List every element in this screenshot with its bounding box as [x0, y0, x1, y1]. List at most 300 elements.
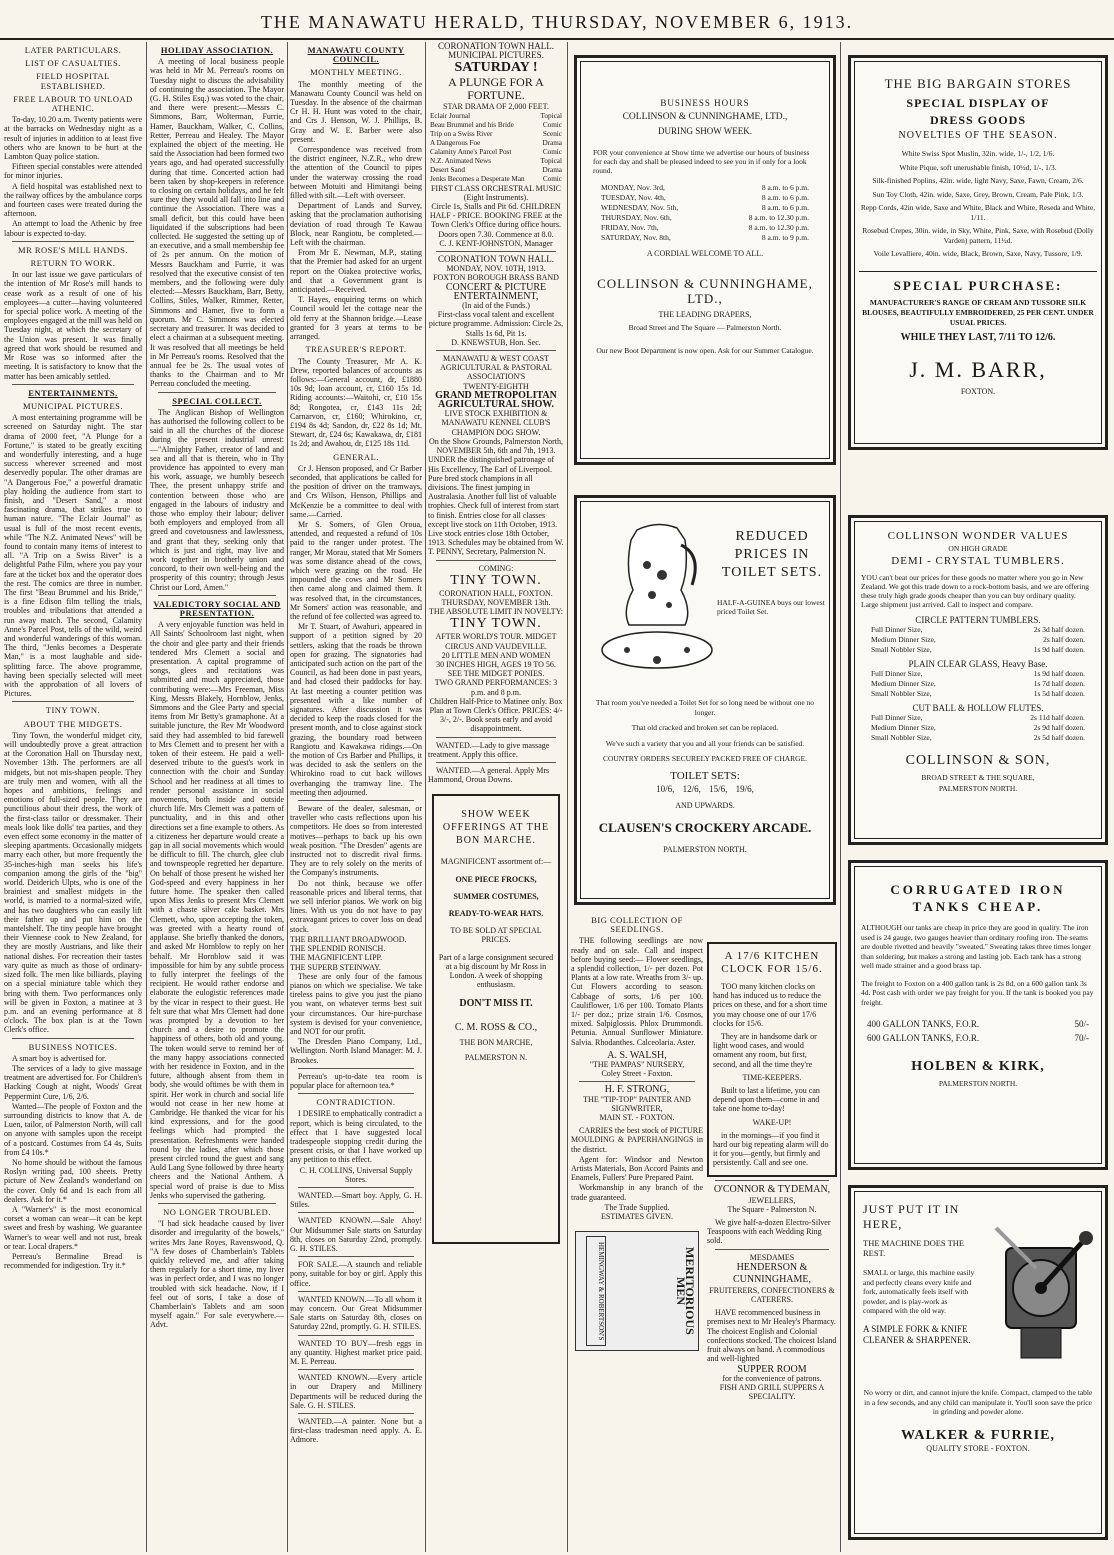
row-value: Comic — [542, 174, 562, 183]
jm-barr-ad — [848, 55, 1108, 450]
advert-text: FOR your convenience at Show time we advertise our hours of business for each day and shall be pleased indeed to see you in if only for a look round. — [593, 148, 810, 175]
list-item: White Pique, soft unerushable finish, 10½d, 1/-, 1/3. — [899, 162, 1057, 172]
advert-text: These are only four of the famous pianos on which we specialise. We take tireless pains to give you just the piano you want, on whatever terms best suit your circumstances. Our hire-purchase system is devised for your convenience, and NOT for our profit. — [290, 971, 422, 1036]
row-label: WEDNESDAY, Nov. 5th, — [601, 203, 679, 212]
column-rule — [840, 42, 841, 1552]
hours-table — [587, 183, 823, 243]
advert-text: Part of a large consignment secured at a big discount by Mr Ross in London. A week of shopping enthusiasm. — [438, 952, 554, 990]
advert-text: TO BE SOLD AT SPECIAL PRICES. — [450, 926, 542, 945]
column-2 — [150, 42, 284, 1552]
advert-text: LIVE STOCK EXHIBITION & MANAWATU KENNEL CLUB'S CHAMPION DOG SHOW. — [441, 409, 551, 437]
notice: A "Warner's" is the most economical corset a woman can wear—it can be kept sweet and fresh by washing. We guarantee Warner's to wear well and not rust, break or tear. Local drapers.* — [4, 1204, 142, 1251]
headline: TINY TOWN. — [45, 705, 101, 716]
advert-text: THE BON MARCHE, — [459, 1037, 533, 1047]
classified-ad: WANTED KNOWN.—Every article in our Drapery and Millinery Departments will be reduced during the Sale. G. H. STILES. — [290, 1373, 422, 1410]
advert-item: READY-TO-WEAR HATS. — [448, 909, 544, 918]
headline: BUSINESS NOTICES. — [28, 1041, 118, 1052]
row-label: Small Nobbler Size, — [871, 645, 932, 654]
table-row — [857, 669, 1099, 679]
notice: No home should be without the famous Roslyn writing pad, 100 sheets. Pretty picture of New Zealand's wonderland on the cover. Only 6d and 1s each from all dealers. Ask for it.* — [4, 1157, 142, 1204]
price-table — [857, 713, 1099, 743]
advert-text: MAGNIFICENT assortment of:— — [440, 857, 552, 867]
advert-heading: O'CONNOR & TYDEMAN, — [713, 1183, 831, 1195]
table-row — [428, 148, 564, 157]
article-text: Mr T. Stuart, of Awahuri, appeared in support of a petition signed by 20 settlers, asking that the roads be thrown open for grazing. The signatories had anticipated such action on the part of the Council, as had been done in past years, and had closed their paddocks for hay. At last meeting a counter petition was presented with a like number of signatures. After discussion it was decided to keep the roads closed for the present month, and to close against stock grazing, the boundary road between Rangiotu and Kawakawa ridings.—On the motion of Crs Barber and Phillips, it was decided to ask the settlers on the Whirokino road to cut back willows overhanging the tramway line. The meeting then adjourned. — [290, 622, 422, 797]
advert-heading: TINY TOWN. — [450, 572, 542, 588]
row-value: 2s 9d half dozen. — [1033, 723, 1085, 732]
advert-heading: DRESS GOODS — [929, 113, 1027, 127]
advert-text: for the convenience of patrons. — [722, 1373, 822, 1383]
row-value: 1s 9d half dozen. — [1033, 669, 1085, 678]
advert-text: "THE PAMPAS" NURSERY, — [589, 1060, 685, 1070]
advert-text: SEE THE MIDGET PONIES. — [447, 669, 545, 679]
subheading: GENERAL. — [333, 451, 379, 462]
row-value: 1s 5d half dozen. — [1033, 689, 1085, 698]
advert-text: Broad Street and The Square — Palmerston North. — [628, 323, 782, 332]
table-row — [587, 183, 823, 193]
advert-text: The freight to Foxton on a 400 gallon tank is 2s 8d, on a 600 gallon tank 3s 4d. Post cash with order we pay freight for you. If the tank is booked you pay freight. — [861, 978, 1094, 1007]
advert-text: AFTER WORLD'S TOUR. MIDGET CIRCUS AND VAUDEVILLE. — [435, 632, 557, 651]
row-label: Medium Dinner Size, — [871, 723, 936, 732]
advert-text: On the Show Grounds, Palmerston North, NOVEMBER 5th, 6th and 7th, 1913. — [429, 436, 563, 456]
advert-text: TWO GRAND PERFORMANCES: 3 p.m. and 8 p.m. — [434, 678, 558, 697]
advert-text: (In aid of the Funds.) — [462, 301, 530, 311]
advert-item: SUMMER COSTUMES, — [453, 891, 539, 901]
advert-text: Agent for: Windsor and Newton Artists Materials, Bon Accord Paints and Enamels, Fullers' Pure Prepared Paint. — [571, 1154, 703, 1183]
holben-kirk-tanks-ad — [848, 860, 1108, 1170]
row-label: Full Dinner Size, — [871, 625, 923, 634]
advert-text: MAIN ST. - FOXTON. — [599, 1113, 675, 1123]
advert-text: COMING: — [478, 563, 514, 573]
advert-heading: HOLBEN & KIRK, — [911, 1059, 1045, 1074]
headline: LIST OF CASUALTIES. — [25, 58, 121, 69]
row-value: Scenic — [542, 129, 562, 138]
advert-text: Beware of the dealer, salesman, or traveller who casts reflections upon his competitors. He does so from interested motives—perhaps to back up his own weak position. "The Dresden" agents are instructed not to discredit rival firms. They are to rely solely on the merits of the Company's instruments. — [290, 804, 422, 878]
advert-text: The Trade Supplied. — [604, 1202, 670, 1212]
notice: Perreau's Bermaline Bread is recommended for indigestion. Try it.* — [4, 1251, 142, 1271]
row-label: Medium Dinner Size, — [871, 679, 936, 688]
advert-heading: COLLINSON & SON, — [905, 753, 1051, 768]
row-label: Full Dinner Size, — [871, 669, 923, 678]
clausen-toilet-sets-ad — [574, 495, 836, 905]
advert-heading: COLLINSON & CUNNINGHAME, LTD., — [622, 112, 788, 122]
subheading: TREASURER'S REPORT. — [305, 344, 407, 355]
advert-text: PALMERSTON N. — [464, 1053, 528, 1063]
article-text: An attempt to load the Athenic by free labour is expected to-day. — [4, 219, 142, 238]
advert-text: 30 INCHES HIGH, AGES 19 TO 56. — [436, 659, 556, 669]
advert-heading: CLAUSEN'S CROCKERY ARCADE. — [598, 820, 812, 835]
advert-text: MESDAMES — [749, 1252, 795, 1262]
table-row — [857, 733, 1099, 743]
row-label: Medium Dinner Size, — [871, 635, 936, 644]
headline: NO LONGER TROUBLED. — [163, 1206, 271, 1217]
list-item: Sun Toy Cloth, 42in. wide, Saxe, Grey, Brown, Cream, Pale Pink, 1/3. — [872, 189, 1084, 199]
advert-text: THURSDAY, NOVEMBER 13th. — [441, 597, 551, 607]
table-row — [857, 723, 1099, 733]
list-item: Voile Levalliere, 40in. wide, Black, Brown, Saxe, Navy, Tussore, 1/9. — [873, 249, 1083, 258]
advert-heading: TOILET SETS: — [670, 769, 740, 782]
advert-text: The Dresden Piano Company, Ltd., Wellington. North Island Manager: M. J. Brookes. — [290, 1037, 422, 1065]
advert-text: SMALL or large, this machine easily and perfectly cleans every knife and fork, automatically feels itself with powder, and is play-work as compared with the old way. — [863, 1268, 975, 1315]
advert-heading: THE SPLENDID RONISCH. — [290, 944, 386, 954]
advert-heading: C. M. ROSS & CO., — [454, 1021, 538, 1033]
table-row — [857, 635, 1099, 645]
article-text: "I had sick headache caused by liver disorder and irregularity of the bowels," writes Mrs Jane Royes, Ravenswood, Q. "A few doses of Chamberlain's Tablets quickly relieved me, and after taking them regularly for a short time, my liver was in perfect order, and I was no longer troubled with sick headache. Now, if I feel out of sorts, I take a dose of Chamberlain's Tablets and am soon myself again." For sale everywhere.—Advt. — [150, 1219, 284, 1330]
jug-and-basin-illustration — [597, 510, 717, 680]
advert-text: Our new Boot Department is now open. Ask for our Summer Catalogue. — [596, 346, 814, 355]
column-rule — [567, 42, 568, 1552]
headline: CONTRADICTION. — [316, 1097, 396, 1108]
advert-text: A CORDIAL WELCOME TO ALL. — [646, 249, 764, 258]
article-text: A meeting of local business people was held in Mr M. Perreau's rooms on Tuesday night to discuss the advisability of continuing the association. The Mayor (G. H. Stiles Esq.) was voted to the chair, and there were present:—Messrs C. Simmons, Barr, Wolterman, Furrie, Hamer, Bauckham, Walker, C. Collins, Retter, Perreau and Healey. The Mayor explained the object of the meeting. He said the Association had been formed two years ago, and had operated successfully during that time. Concerted action had been taken by shop-keepers in reference to closing on certain holidays, and he felt sure they they would all fall into line and continue the Association. There was a small deficit, but this could have been liquidated if the subscriptions had been collected. He suggested the setting up of an executive, and a small membership fee of 2s per annum. On the motion of Messrs Bauckham and Furrie, it was resolved that the executive consist of ten members, and the following were duly elected:—Messrs Bauckham, Barr, Betty, Collins, Stiles, Walker, Rimmer, Retter, Simmons and Hamer, five to form a quorum. Mr C. Simmons was elected secretary and treasurer. It was decided to elect a chairman at a subsequent meeting. It was resolved that all meetings be held in Mr Perreau's rooms. Resolved that the annual fee be 2s. The usual votes of thanks to the Chairman and to Mr Perreau concluded the meeting. — [150, 57, 284, 389]
advert-text: UNDER the distinguished patronage of His Excellency, The Earl of Liverpool. Pure bred stock champions in all divisions. The finest jumping in Australasia. Another full list of valuable trophies. Check full of interest from start to finish. Entries close for all classes except live stock on 11th October, 1913. Live stock entries close 18th October, 1913. Schedules may be obtained from W. T. PENNY, Secretary, Palmerston N. — [428, 455, 564, 557]
advert-heading: THE BRILLIANT BROADWOOD. — [290, 934, 407, 944]
advert-heading: CORRUGATED IRON TANKS CHEAP. — [890, 882, 1066, 914]
row-value: 8 a.m. to 9 p.m. — [761, 233, 809, 242]
row-label: N.Z. Animated News — [430, 156, 492, 165]
classified-ad: FOR SALE.—A staunch and reliable pony, suitable for boy or girl. Apply this office. — [290, 1260, 422, 1288]
collinson-tumblers-ad — [848, 515, 1108, 845]
advert-text: WHILE THEY LAST, 7/11 TO 12/6. — [900, 331, 1056, 343]
article-text: The Anglican Bishop of Wellington has authorised the following collect to be said in all the churches of the diocese during the present industrial unrest:—"Almighty Father, creator of land and sea and all that is therein, who in Thy providence has appointed to every man his work, assuage, we humbly beseech Thee, the present unhappy strife and contention between those who are engaged in the labours of industry and those who employ their labour; deliver both employers and employed from all greed and covetousness and lawlessness, and grant that they, seeking only that which is just and right, may live and work together in brotherly union and concord, to their own well-being and the prosperity of this country; through Jesus Christ our Lord, Amen." — [150, 407, 284, 592]
advert-text: STAR DRAMA OF 2,000 FEET. — [443, 102, 549, 112]
advert-text: COUNTRY ORDERS SECURELY PACKED FREE OF CHARGE. — [602, 754, 808, 763]
collinson-business-hours-ad — [574, 55, 836, 465]
advert-heading: THE MAGNIFICENT LIPP. — [290, 953, 383, 963]
advert-item: ONE PIECE FROCKS, — [455, 874, 537, 884]
row-value: Comic — [542, 147, 562, 156]
advert-heading: THE MACHINE DOES THE REST. — [863, 1238, 965, 1258]
row-label: Eclair Journal — [430, 111, 471, 120]
headline: FIELD HOSPITAL ESTABLISHED. — [36, 71, 110, 91]
advert-heading: J. M. BARR, — [909, 356, 1047, 382]
advert-text: THE LEADING DRAPERS, — [658, 310, 752, 319]
table-row — [857, 679, 1099, 689]
row-label: Desert Sand — [430, 165, 465, 174]
advert-heading: SPECIAL DISPLAY OF — [906, 96, 1050, 110]
row-label: 400 GALLON TANKS, F.O.R. — [867, 1019, 980, 1029]
advert-text: FIRST CLASS ORCHESTRAL MUSIC (Eight Instruments). — [430, 183, 562, 202]
advert-text: MONDAY, NOV. 10TH, 1913. — [446, 264, 546, 274]
classified-ad: WANTED.—A painter. None but a first-class tradesman need apply. A. E. Admore. — [290, 1417, 422, 1445]
row-value: 1s 9d half dozen. — [1033, 645, 1085, 654]
advert-text: Children Half-Price to Matinee only. Box Plan at Town Clerk's Office. PRICES: 4/- 3/-, 2/-. Book seats early and avoid disappointment. — [429, 696, 563, 734]
article-text: A most entertaining programme will be screened on Saturday night. The star drama of 2000 feet, "A Plunge for a Fortune," is stated to be greatly exciting and wonderfully interesting, and a huge success wherever screened and most deservedly popular. The other dramas are "A Dangerous Foe," a powerful dramatic play holding the audience from start to finish, and "Desert Sand," a most fascinating drama, that strikes true to human nature. "The Eclair Journal" as usual is full of the most recent events, while "The N.Z. Animated News" will be found to contain many items of interest to all. "A Trip on a Swiss River" is a delightful Pathe Film, where you pay your fare at the ticket box and the operator does the rest. The comics are three in number. The first "Beau Brummel and his Bride," is a fine Edison film telling the trials, troubles and tribulations that attended a run away match. The second, Calamity Anne's Parcel Post, tells of the wild, weird and wonderful wanderings of this woman. The third, "Jenks becomes a Desperate Man," is a most laughable and side-splitting farce. The above programme, having been specially selected will meet with the approbation of all lovers of Pictures. — [4, 413, 142, 699]
masthead: THE MANAWATU HERALD, THURSDAY, NOVEMBER 6, 1913. — [0, 0, 1114, 40]
price-table — [857, 669, 1099, 699]
advert-heading: A 17/6 KITCHEN CLOCK FOR 15/6. — [721, 950, 823, 975]
table-row — [428, 166, 564, 175]
row-label: 600 GALLON TANKS, F.O.R. — [867, 1033, 980, 1043]
row-value: 2s 3d half dozen. — [1033, 625, 1085, 634]
headline: RETURN TO WORK. — [30, 258, 116, 269]
row-label: THURSDAY, Nov. 6th, — [601, 213, 672, 222]
table-row — [587, 203, 823, 213]
advert-text: THE ABSOLUTE LIMIT IN NOVELTY: — [429, 607, 563, 617]
headline: MR ROSE'S MILL HANDS. — [18, 244, 128, 255]
advert-heading: TWENTY-EIGHTH — [463, 381, 529, 391]
advert-text: HAVE recommenced business in premises next to Mr Healey's Pharmacy. The choicest English and Colonial confections stocked. The choicest Island fruit always on hand. A commodious and well-lighted — [707, 1308, 837, 1364]
advert-text: ON HIGH GRADE — [948, 544, 1008, 553]
row-label: A Dangerous Foe — [430, 138, 481, 147]
advert-text: Do not think, because we offer reasonable prices and liberal terms, that we sell inferior pianos. We work on big lines. With us you do not have to pay extravagant prices to cover loss on dead stock. — [290, 878, 422, 934]
advert-heading: A PLUNGE FOR A FORTUNE. — [448, 75, 544, 103]
advert-text: We've such a variety that you and all your friends can be satisfied. — [605, 738, 805, 748]
table-row — [857, 625, 1099, 635]
article-text: Cr J. Henson proposed, and Cr Barber seconded, that applications be called for the position of driver on the tramways, and Crs Wilson, Henson, Phillips and McKenzie be a committee to deal with same.—Carried. — [290, 463, 422, 519]
tank-price-table — [861, 1017, 1095, 1045]
advert-text: CORONATION HALL, FOXTON. — [439, 588, 553, 598]
advert-text: We give half-a-dozen Electro-Silver Teaspoons with each Wedding Ring sold. — [707, 1218, 831, 1246]
advert-text: ESTIMATES GIVEN. — [601, 1212, 673, 1222]
classified-ad: WANTED KNOWN.—Sale Ahoy! Our Midsummer Sale starts on Saturday 8th, closes on Saturday 22nd, promptly. G. H. STILES. — [290, 1216, 422, 1253]
row-label: Small Nobbler Size, — [871, 733, 932, 742]
advert-text: FRUITERERS, CONFECTIONERS & CATERERS. — [709, 1285, 835, 1305]
article-text: In our last issue we gave particulars of the intention of Mr Rose's mill hands to cease work as a result of one of his employees—a cutter—having volunteered for special police work. A meeting of the employees engaged at the mill was held on Tuesday night, at which the secretary of the Union was present. It was finally agreed that work should be resumed and Mr Rose was so informed after the meeting. It is satisfactory to know that the matter has been amicably settled. — [4, 270, 142, 381]
advert-text: Circle 1s, Stalls and Pit 6d. CHILDREN HALF - PRICE. BOOKING FREE at the Town Clerk's Office during office hours. Doors open 7.30. Commence at 8.0. — [429, 202, 563, 239]
advert-heading: SUPPER ROOM — [737, 1363, 807, 1375]
column-3 — [290, 42, 422, 1552]
headline: VALEDICTORY SOCIAL AND PRESENTATION. — [153, 598, 281, 618]
knife-cleaner-illustration — [986, 1208, 1101, 1378]
article-text: Mr S. Somers, of Glen Oroua, attended, and requested a refund of 10s paid to the ranger under protest. The ranger, Mr Morau, stated that Mr Somers was some distance ahead of the cows, which were grazing on the road. He impounded the cows and Mr Somers then came along and claimed them. It was resolved that, in the circumstances, Mr Somers' action was reasonable, and the refund of fee collected was agreed to. — [290, 519, 422, 621]
price-table — [857, 625, 1099, 655]
row-value: 8 a.m. to 12.30 p.m. — [748, 223, 809, 232]
row-value: Topical — [540, 156, 562, 165]
advert-text: TOO many kitchen clocks on hand has induced us to reduce the prices on these, and for a short time you may choose one of our 17/6 clocks for 15/6. — [713, 982, 828, 1028]
table-row — [428, 112, 564, 121]
headline: SPECIAL COLLECT. — [172, 395, 262, 406]
advert-heading: SATURDAY ! — [454, 60, 538, 76]
classified-ad: WANTED.—Lady to give massage treatment. Apply this office. — [428, 740, 550, 759]
table-row — [428, 139, 564, 148]
row-value: 2s 5d half dozen. — [1033, 733, 1085, 742]
advert-heading: WAKE-UP! — [752, 1117, 792, 1127]
row-value: Comic — [542, 120, 562, 129]
row-value: 8 a.m. to 6 p.m. — [761, 193, 809, 202]
advert-heading: CIRCLE PATTERN TUMBLERS. — [915, 615, 1041, 625]
advert-text: 20 LITTLE MEN AND WOMEN — [441, 650, 551, 660]
row-value: 50/- — [1074, 1019, 1089, 1029]
headline: HOLIDAY ASSOCIATION. — [160, 45, 274, 55]
row-label: Small Nobbler Size, — [871, 689, 932, 698]
advert-text: FOXTON BOROUGH BRASS BAND — [433, 273, 559, 283]
headline: LATER PARTICULARS. — [24, 45, 122, 55]
table-row — [428, 121, 564, 130]
advert-text: BROAD STREET & THE SQUARE, — [921, 773, 1035, 782]
article-text: A field hospital was established next to the railway offices by the ambulance corps and fourteen cases were treated during the afternoon. — [4, 181, 142, 219]
advert-text: They are in handsome dark or light wood cases, and would ornament any room, but first, second, and all the time they're — [713, 1032, 817, 1069]
row-value: 8 a.m. to 6 p.m. — [761, 203, 809, 212]
advert-heading: TIME-KEEPERS. — [742, 1072, 802, 1082]
list-item: Silk-finished Poplins, 42in. wide, light Navy, Saxe, Fawn, Cream, 2/6. — [872, 176, 1084, 185]
list-item: Rosebud Crepes, 30in. wide, in Sky, White, Pink, Saxe, with Rosebud (Dolly Varden) pattern, 11½d. — [862, 226, 1094, 245]
row-label: TUESDAY, Nov. 4th, — [601, 193, 666, 202]
row-value: Drama — [542, 138, 562, 147]
table-row — [587, 193, 823, 203]
advert-text: FOXTON. — [960, 386, 996, 396]
list-item: White Swiss Spot Muslin, 32in. wide, 1/-, 1/2, 1/6. — [901, 149, 1055, 158]
notice: Wanted—The people of Foxton and the surrounding districts to know that A. de Luen, tailor, of Palmerston North, will call on anyone with samples upon the receipt of a postcard. Costumes from £4 4s, Suits from £4 10s.* — [4, 1101, 142, 1157]
advert-text: PALMERSTON NORTH. — [663, 845, 747, 854]
article-text: The County Treasurer, Mr A. K. Drew, reported balances of accounts as follows:—General account, dr, £1880 10s 9d; loan account, cr, £160 15s 1d. Riding accounts:—Waitohi, cr, £10 15s 8d; Rongotea, cr, £143 11s 2d; Carnarvon, cr, £160; Whirokino, cr, £194 8s 4d; Sandon, dr, £22 8s 1d; Mt. Stewart, dr, £24 6s; Kawakawa, dr, £181 1s 2d; and Awahou, dr, £125 18s 11d. — [290, 356, 422, 449]
article-text: Fifteen special constables were attended for minor injuries. — [4, 162, 142, 181]
row-label: FRIDAY, Nov. 7th, — [601, 223, 659, 232]
table-row — [587, 233, 823, 243]
advert-heading: CORONATION TOWN HALL. — [438, 254, 554, 265]
article-text: A very enjoyable function was held in All Saints' Schoolroom last night, when the choir and glee party and their friends tendered Mrs Clemett a social and presentation. A capital programme of songs, glees and recitations was submitted and much appreciated, those contributing were:—Mrs Freeman, Miss King, Messrs Blakely, Hornblow, Jenks, Simmons and the Glee Party and special items from Mr Betty's gramaphone. At a suitable juncture, the Rev Mr Woodword said they had assembled to bid farewell to Mrs Clemett and to present her with a token of their esteem. He paid a well-deserved tribute to the guest's work in connection with the choir and Sunday School and her readiness at all times to render personal assistance in social movements, both inside and outside church life. Mrs Clemett was a pattern of punctuality, and in this and other directions set a fine example to others. As a citizeness her departure would create a gap in all social movements which would be difficult to fill. The church, glee club and townspeople regretted her departure. On behalf of those present he wished her God-speed and every happiness in her future home. The speaker then called upon Miss Jenks to present Mrs Clemett with a chaste silver cake basket. Mrs Clemett, who, upon accepting the token, was greeted with a hearty round of applause. She briefly thanked the donors, and asked Mr Hornblow to reply on her behalf. Mr Hornblow said it was impossible for him by any subtle process to fully interpret the feelings of the recipient. He would rather endorse and elaborate the eulogistic references made by the vicar in respect to their guest. He felt sure that what Mrs Clemett had done was prompted by a devotion to her church and a desire to promote the happiness of others, both old and young. The token would serve to remind her of the many happy associations connected with her residence in Foxton, and in the future, although absent from them in body, she would oftimes be with them in spirit. Her work in church and social life would not cease in her new home at Cambridge. He thanked the vicar for his kind expressions, and for the good feelings which had prompted the presentation. Refreshments were handed round by the ladies, after which those present circled round the guest and sang Auld Lang Syne followed by three hearty cheers and the National Anthem. A special word of praise is due to Miss Jenks who supervised the gathering. — [150, 620, 284, 1200]
list-item: Repp Cords, 42in wide, Saxe and White, Black and White, Reseda and White, 1/11. — [860, 203, 1096, 222]
advert-heading: MERITORIOUS MEN — [673, 1247, 697, 1336]
film-list — [428, 112, 564, 184]
advert-text: No worry or dirt, and cannot injure the knife. Compact, clamped to the table in a few seconds, and any child can manipulate it. You'll soon save the price in grinding and powder alone. — [863, 1388, 1093, 1416]
article-text: T. Hayes, enquiring terms on which Council would let the cottage near the old ferry at the Shannon bridge.—Lease granted for 3 years at terms to be arranged. — [290, 295, 422, 342]
advert-text: Perreau's up-to-date tea room is popular place for afternoon tea.* — [290, 1071, 422, 1090]
row-label: Full Dinner Size, — [871, 713, 923, 722]
advert-heading: A. S. WALSH, — [607, 1049, 667, 1061]
row-label: SATURDAY, Nov. 8th, — [601, 233, 671, 242]
advert-heading: DEMI - CRYSTAL TUMBLERS. — [891, 555, 1065, 567]
advert-heading: PLAIN CLEAR GLASS, Heavy Base. — [908, 659, 1048, 669]
advert-heading: HENDERSON & CUNNINGHAME, — [732, 1261, 812, 1285]
headline: MUNICIPAL PICTURES. — [22, 400, 124, 411]
headline: FREE LABOUR TO UNLOAD ATHENIC. — [13, 93, 133, 114]
advert-heading: CONCERT & PICTURE ENTERTAINMENT, — [445, 281, 547, 302]
article-text: Tiny Town, the wonderful midget city, will undoubtedly prove a great attraction at the Coronation Hall on Thursday next, November 13th. The performers are all midgets, but not mis-shapen people. They are truly men and women, with all the hopes and ambitions, feelings and emotions of full-sized people. They are punctilious about their dress, the work of the first-class tailor or dressmaker. Their meals look like dolls' tea parties, and they even effect some economy in the matter of sleeping apartments. Occasionally midgets marry each other, but more frequently the 35-inches-high man seeks his life's companion among the girls of the "big" world. Deiderich Ulpts, who is one of the brainiest and smallest midgets in the world, is married to a normal-sized wife, and has two daughters who can easily lift their father up and put him on the mantelshelf. The tiny people have brought their Viennese cook to New Zealand, for they are mostly Austrians, and like their national dishes. For recreation their tastes vary quite as much as those of ordinary-sized folk. The men like billiards, playing on a special miniature table which they bring with them. Two performances only will be given in Foxton, a matinee at 3 p.m. and an evening performance at 8 o'clock. The box plan is at the Town Clerk's office. — [4, 730, 142, 1035]
row-value: 2s 11d half dozen. — [1030, 713, 1085, 722]
advert-heading: MANAWATU & WEST COAST AGRICULTURAL & PASTORAL ASSOCIATION'S — [440, 354, 552, 382]
advert-heading: GRAND METROPOLITAN AGRICULTURAL SHOW. — [435, 389, 557, 411]
advert-heading: THE SUPERB STEINWAY. — [290, 962, 381, 972]
column-6-lower — [707, 912, 837, 1552]
article-text: From Mr E. Newman, M.P., stating that the Premier had asked for an urgent report on the Oiakea protective works, and that a Government grant is anticipated.—Received. — [290, 248, 422, 295]
column-4 — [428, 42, 564, 1552]
advert-text: That room you've needed a Toilet Set for so long need be without one no longer. — [595, 698, 815, 717]
article-text: The monthly meeting of the Manawatu County Council was held on Tuesday. In the absence of the chairman Cr H. H. Hunt was voted to the chair, and Crs J. Henson, W. J. Phillips, B. Gray and W. E. Barber were also present. — [290, 79, 422, 144]
advert-heading: NOVELTIES OF THE SEASON. — [898, 130, 1058, 141]
table-row — [587, 213, 823, 223]
advert-text: JEWELLERS, — [748, 1195, 796, 1205]
row-value: 70/- — [1074, 1033, 1089, 1043]
notice: The services of a lady to give massage treatment are advertised for. For Children's Hacking Cough at night, Woods' Great Peppermint Cure, 1/6, 2/6. — [4, 1063, 142, 1101]
price-list: 10/6, 12/6, 15/6, 19/6, — [656, 784, 754, 794]
advert-text: PALMERSTON NORTH. — [938, 784, 1018, 793]
advert-text: Workmanship in any branch of the trade guaranteed. — [571, 1183, 703, 1202]
advert-text: C. J. KENT-JOHNSTON, Manager — [439, 238, 553, 248]
notice: A smart boy is advertised for. — [12, 1053, 107, 1063]
advert-heading: H. F. STRONG, — [604, 1084, 670, 1096]
row-label: Calamity Anne's Parcel Post — [430, 147, 512, 156]
advert-heading: SHOW WEEK OFFERINGS AT THE BON MARCHE. — [442, 809, 550, 847]
article-text: I DESIRE to emphatically contradict a report, which is being circulated, to the effect that I have suggested local tradespeople stopping credit during the present crisis, or that I have worked up any petition to this effect. — [290, 1109, 422, 1165]
table-row — [857, 713, 1099, 723]
table-row — [587, 223, 823, 233]
walker-furrie-ad — [848, 1185, 1108, 1540]
advert-text: THE "TIP-TOP" PAINTER AND SIGNWRITER, — [583, 1094, 691, 1113]
advert-text: That old cracked and broken set can be replaced. — [631, 723, 779, 732]
advert-heading: THE BIG BARGAIN STORES — [884, 76, 1072, 91]
advert-text: THE following seedlings are now ready and on sale. Call and inspect before buying seed:— Flower seedlings, a splendid collection, 1/- per dozen. Pot Plants at a low rate. Wreaths from 3/- up. Cut Flowers according to season. Cabbage of sorts, 1/6 per 100. Cauliflower, 1/6 per 100. Tomato Plants 1/- per doz.; prize strain 1/6. Cosmos, mixed. Salpiglossis. Phlox Drummondi. Petunia. Annual Sunflower Miniature. Salvia. Rhodanthes. Calceolaria. Aster. — [571, 936, 703, 1047]
advert-heading: BIG COLLECTION OF SEEDLINGS. — [591, 915, 683, 935]
table-row — [857, 645, 1099, 655]
advert-text: QUALITY STORE - FOXTON. — [926, 1444, 1030, 1453]
row-value: Topical — [540, 111, 562, 120]
table-row — [428, 175, 564, 184]
dress-goods-list — [859, 149, 1097, 259]
column-rule — [146, 42, 147, 1552]
table-row — [428, 130, 564, 139]
column-rule — [425, 42, 426, 1552]
table-row — [428, 157, 564, 166]
advert-heading: DON'T MISS IT. — [459, 998, 533, 1010]
row-label: MONDAY, Nov. 3rd, — [601, 183, 665, 192]
advert-text: in the mornings—if you find it hard our big repeating alarm will do it for you—gently, but firmly and persistently. Call and see one. — [713, 1130, 829, 1168]
classified-ad: WANTED.—Smart boy. Apply, G. H. Stiles. — [290, 1190, 422, 1210]
table-row — [857, 689, 1099, 699]
advert-text: D. KNEWSTUB, Hon. Sec. — [451, 337, 541, 347]
row-label: Beau Brummel and his Bride — [430, 120, 514, 129]
advert-text: Coley Street - Foxton. — [601, 1069, 673, 1079]
advert-text: MANUFACTURER'S RANGE OF CREAM AND TUSSORE SILK BLOUSES, BEAUTIFULLY EMBROIDERED, 25 PER CENT. UNDER USUAL PRICES. — [862, 297, 1094, 327]
headline: MONTHLY MEETING. — [310, 67, 402, 78]
advert-heading: REDUCED PRICES IN TOILET SETS. — [721, 529, 823, 580]
advert-text: HEMINGWAY & ROBERTSON'S — [586, 1236, 606, 1346]
advert-heading: BUSINESS HOURS — [660, 98, 750, 108]
advert-text: HALF-A-GUINEA buys our lowest priced Toilet Set. — [717, 598, 825, 616]
advert-text: The Square - Palmerston N. — [727, 1204, 817, 1214]
advert-text: FISH AND GRILL SUPPERS A SPECIALITY. — [719, 1382, 825, 1402]
row-value: 1s 7d half dozen. — [1033, 679, 1085, 688]
table-row — [861, 1017, 1095, 1031]
classified-ad: WANTED.—A general. Apply Mrs Hammond, Oroua Downs. — [428, 765, 550, 785]
advert-heading: CORONATION TOWN HALL. — [438, 42, 554, 51]
column-5-lower — [571, 912, 703, 1552]
advert-heading: COLLINSON WONDER VALUES — [887, 530, 1069, 542]
headline: ABOUT THE MIDGETS. — [23, 718, 123, 729]
article-text: Department of Lands and Survey, asking that the proclamation authorising deviation of road through Te Kawau Block, near Rangiotu, be completed.—Left with the chairman. — [290, 201, 422, 248]
row-label: Trip on a Swiss River — [430, 129, 493, 138]
advert-text: AND UPWARDS. — [675, 800, 735, 810]
advert-text: Built to last a lifetime, you can depend upon them—come in and take one home to-day! — [713, 1086, 820, 1114]
article-text: Correspondence was received from the district engineer, N.Z.R., who drew the attention of the Council to pipes under the waterway crossing the road between Motuiti and Himitangi being filled with silt.—Left with overseer. — [290, 145, 422, 201]
classified-ad: WANTED KNOWN.—To all whom it may concern. Our Great Midsummer Sale starts on Saturday 8th, closes on Saturday 22nd, promptly. G. H. STILES. — [290, 1294, 422, 1332]
column-rule — [287, 42, 288, 1552]
table-row — [861, 1031, 1095, 1045]
advert-heading: TINY TOWN. — [450, 616, 542, 632]
advert-text: YOU can't beat our prices for these goods no matter where you go in New Zealand. We got this trade down to a rock-bottom basis, and we are offering these truly high grade goods cheaper than you can buy ordinary quality. Large shipment just arrived. Call to inspect and compare. — [861, 573, 1090, 609]
advert-heading: DURING SHOW WEEK. — [658, 126, 752, 136]
advert-text: First-class vocal talent and excellent picture programme. Admission: Circle 2s, Stalls 1s 6d, Pit 1s. — [428, 310, 564, 338]
classified-ad: WANTED TO BUY—fresh eggs in any quantity. Highest market price paid. M. E. Perreau. — [290, 1338, 422, 1367]
advert-text: CARRIES the best stock of PICTURE MOULDING & PAPERHANGINGS in the district. — [571, 1126, 703, 1154]
row-label: Jenks Becomes a Desperate Man — [430, 174, 525, 183]
article-text: To-day, 10.20 a.m. Twenty patients were at the barracks on Wednesday night as a result of injuries in addition to at least five others who are known to be hurt at the Lambton Quay police station. — [4, 115, 142, 162]
advert-heading: COLLINSON & CUNNINGHAME, LTD., — [597, 276, 813, 306]
advert-text: PALMERSTON NORTH. — [938, 1079, 1018, 1088]
row-value: Drama — [542, 165, 562, 174]
advert-heading: JUST PUT IT IN HERE, — [863, 1202, 960, 1231]
row-value: 8 a.m. to 12.30 p.m. — [748, 213, 809, 222]
row-value: 2s half dozen. — [1043, 635, 1085, 644]
advert-heading: CUT BALL & HOLLOW FLUTES. — [912, 703, 1044, 713]
advert-heading: WALKER & FURRIE, — [900, 1427, 1056, 1443]
advert-heading: A SIMPLE FORK & KNIFE CLEANER & SHARPENER. — [863, 1323, 971, 1345]
section-heading: ENTERTAINMENTS. — [28, 387, 118, 398]
row-value: 8 a.m. to 6 p.m. — [761, 183, 809, 192]
advert-heading: MUNICIPAL PICTURES. — [448, 50, 544, 61]
advert-text: ALTHOUGH our tanks are cheap in price they are good in quality. The iron used is 24 gauge, two gauges heavier than ordinary roofing iron. The seams are double rivetted and heavily "sweated." Sweating takes three times longer than soldering, but makes a strong and lasting job. Each tank has a strong well made strainer and a good brass tap. — [861, 923, 1092, 970]
advert-heading: SPECIAL PURCHASE: — [859, 271, 1097, 294]
